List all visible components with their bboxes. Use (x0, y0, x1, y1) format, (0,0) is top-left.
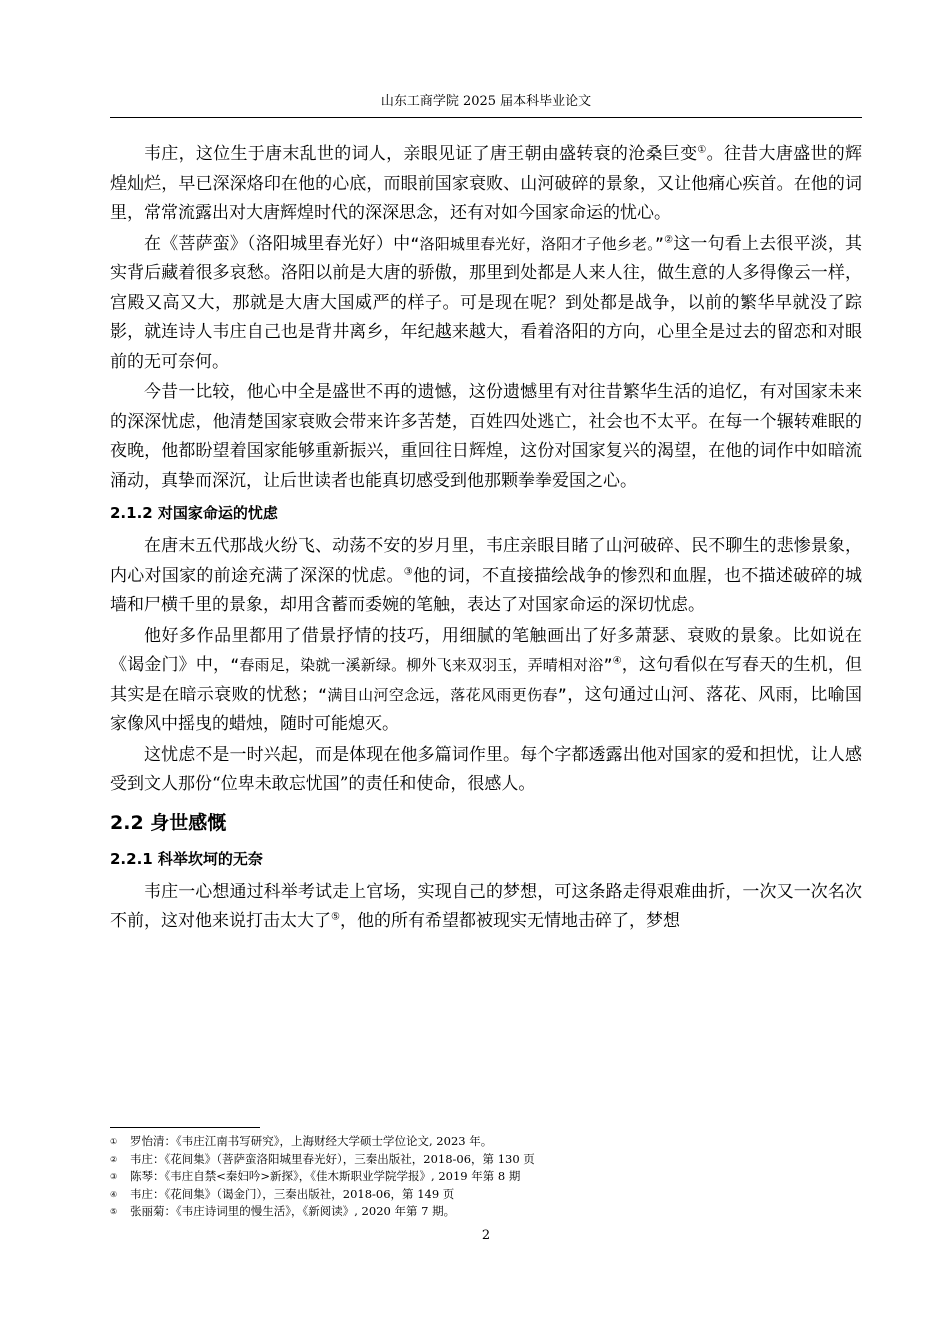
heading-2-1-2: 2.1.2 对国家命运的忧虑 (110, 504, 278, 522)
paragraph-7: 韦庄一心想通过科举考试走上官场，实现自己的梦想，可这条路走得艰难曲折，一次又一次名次不前，这对他来说打击太大了⑤，他的所有希望都被现实无情地击碎了，梦想 (110, 881, 862, 931)
footnote-ref-4[interactable]: ④ (612, 655, 622, 667)
footnotes (110, 1133, 862, 1221)
footnote-1: ① 罗怡清：《韦庄江南书写研究》，上海财经大学硕士学位论文, 2023 年。 (110, 1133, 862, 1151)
poem-quote: “春雨足，染就一溪新绿。柳外飞来双羽玉，弄晴相对浴” (230, 656, 613, 674)
paragraph-3: 今昔一比较，他心中全是盛世不再的遗憾，这份遗憾里有对往昔繁华生活的追忆，有对国家未来的深深忧虑，他清楚国家衰败会带来许多苦楚，百姓四处逃亡，社会也不太平。在每一个辗转难眠的夜晚，他都盼望着国家能够重新振兴，重回往日辉煌，这份对国家复兴的渴望，在他的词作中如暗流涌动，真挚而深沉，让后世读者也能真切感受到他那颗拳拳爱国之心。 (110, 382, 862, 491)
footnote-mark: ④ (110, 1189, 118, 1199)
footnote-5: ⑤ 张丽菊：《韦庄诗词里的慢生活》，《新阅读》, 2020 年第 7 期。 (110, 1203, 862, 1221)
body-text (110, 140, 862, 938)
footnote-ref-2[interactable]: ② (663, 233, 674, 245)
footnote-mark: ① (110, 1137, 118, 1146)
poem-quote: “洛阳城里春光好，洛阳才子他乡老。” (410, 234, 664, 253)
heading-2-2: 2.2 身世感慨 (110, 811, 227, 834)
footnote-3: ③ 陈琴：《韦庄自禁<秦妇吟>新探》，《佳木斯职业学院学报》, 2019 年第 8 期 (110, 1168, 862, 1186)
footnote-rule (110, 1127, 260, 1128)
header-rule (110, 117, 862, 118)
footnote-ref-5[interactable]: ⑤ (331, 911, 340, 923)
heading-2-2-1: 2.2.1 科举坎坷的无奈 (110, 849, 263, 868)
paragraph-1: 韦庄，这位生于唐末乱世的词人，亲眼见证了唐王朝由盛转衰的沧桑巨变①。往昔大唐盛世的辉煌灿烂，早已深深烙印在他的心底，而眼前国家衰败、山河破碎的景象，又让他痛心疾首。在他的词里，常常流露出对大唐辉煌时代的深深思念，还有对如今国家命运的忧心。 (110, 144, 863, 223)
page-header: 山东工商学院 2025 届本科毕业论文 (380, 94, 592, 109)
footnote-ref-3[interactable]: ③ (403, 565, 414, 577)
footnote-4: ④ 韦庄：《花间集》（谒金门），三秦出版社，2018-06，第 149 页 (110, 1186, 862, 1204)
footnote-mark: ③ (110, 1172, 118, 1181)
footnote-ref-1[interactable]: ① (697, 144, 707, 156)
footnote-mark: ② (110, 1154, 118, 1164)
paragraph-4: 在唐末五代那战火纷飞、动荡不安的岁月里，韦庄亲眼目睹了山河破碎、民不聊生的悲惨景象，内心对国家的前途充满了深深的忧虑。③他的词，不直接描绘战争的惨烈和血腥，也不描述破碎的城墙和尸横千里的景象，却用含蓄而委婉的笔触，表达了对国家命运的深切忧虑。 (110, 536, 863, 615)
footnote-mark: ⑤ (110, 1207, 118, 1216)
paragraph-2: 在《菩萨蛮》（洛阳城里春光好）中“洛阳城里春光好，洛阳才子他乡老。”②这一句看上去很平淡，其实背后藏着很多哀愁。洛阳以前是大唐的骄傲，那里到处都是人来人往，做生意的人多得像云一样，宫殿又高又大，那就是大唐大国威严的样子。可是现在呢？到处都是战争，以前的繁华早就没了踪影，就连诗人韦庄自己也是背井离乡，年纪越来越大，看着洛阳的方向，心里全是过去的留恋和对眼前的无可奈何。 (110, 233, 863, 372)
paragraph-6: 这忧虑不是一时兴起，而是体现在他多篇词作里。每个字都透露出他对国家的爱和担忧，让人感受到文人那份“位卑未敢忘忧国”的责任和使命，很感人。 (110, 744, 862, 794)
poem-quote: “满目山河空念远，落花风雨更伤春” (317, 685, 567, 704)
paragraph-5: 他好多作品里都用了借景抒情的技巧，用细腻的笔触画出了好多萧瑟、衰败的景象。比如说在《谒金门》中，“春雨足，染就一溪新绿。柳外飞来双羽玉，弄晴相对浴”④，这句看似在写春天的生机，但其实是在暗示衰败的忧愁；“满目山河空念远，落花风雨更伤春”，这句通过山河、落花、风雨，比喻国家像风中摇曳的蜡烛，随时可能熄灭。 (110, 625, 862, 734)
page-number: 2 (481, 1228, 491, 1243)
footnote-2: ② 韦庄：《花间集》（菩萨蛮洛阳城里春光好），三秦出版社，2018-06，第 130 页 (110, 1151, 862, 1169)
